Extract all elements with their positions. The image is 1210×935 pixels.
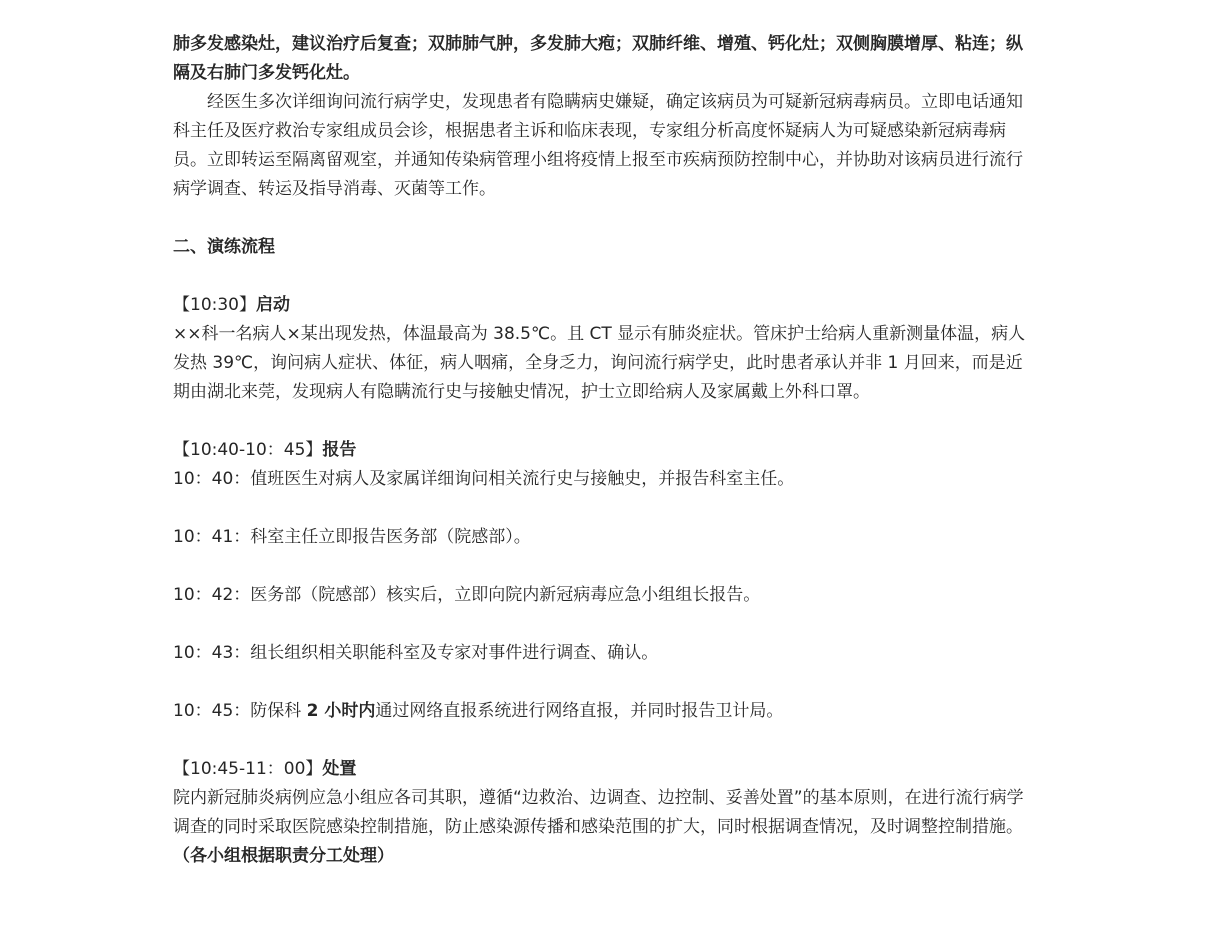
start-body: ××科一名病人×某出现发热，体温最高为 38.5℃。且 CT 显示有肺炎症状。管床护士给病人重新测量体温，病人发热 39℃，询问病人症状、体征，病人咽痛，全身乏力，询问流行病学史，此时患者承认并非 1 月回来，而是近期由湖北来莞，发现病人有隐瞒流行史与接触史情况，护士立即给病人及家属戴上外科口罩。 <box>173 324 1026 402</box>
spacer <box>173 726 1038 755</box>
handling-body <box>173 784 1038 871</box>
report-step-last-suffix: 通过网络直报系统进行网络直报，并同时报告卫计局。 <box>375 701 784 721</box>
section-heading: 二、演练流程 <box>173 237 275 257</box>
report-step: 10：40：值班医生对病人及家属详细询问相关流行史与接触史，并报告科室主任。 <box>173 469 795 489</box>
diagnosis-paragraph: 经医生多次详细询问流行病学史，发现患者有隐瞒病史嫌疑，确定该病员为可疑新冠病毒病员。立即电话通知科主任及医疗救治专家组成员会诊，根据患者主诉和临床表现，专家组分析高度怀疑病人为可疑感染新冠病毒病员。立即转运至隔离留观室，并通知传染病管理小组将疫情上报至市疾病预防控制中心，并协助对该病员进行流行病学调查、转运及指导消毒、灭菌等工作。 <box>173 92 1023 199</box>
handling-heading <box>173 755 1038 784</box>
start-time: 【10:30】 <box>173 295 256 315</box>
handling-time: 【10:45-11：00】 <box>173 759 323 779</box>
spacer <box>173 204 1038 233</box>
spacer <box>173 610 1038 639</box>
report-heading <box>173 436 1038 465</box>
report-step-last-prefix: 10：45：防保科 <box>173 701 307 721</box>
start-title: 启动 <box>256 295 290 315</box>
report-step: 10：43：组长组织相关职能科室及专家对事件进行调查、确认。 <box>173 643 659 663</box>
spacer <box>173 552 1038 581</box>
report-title: 报告 <box>322 440 357 460</box>
start-heading <box>173 291 1038 320</box>
handling-body-text: 院内新冠肺炎病例应急小组应各司其职，遵循“边救治、边调查、边控制、妥善处置”的基本原则，在进行流行病学调查的同时采取医院感染控制措施，防止感染源传播和感染范围的扩大，同时根据调查情况，及时调整控制措施。 <box>173 788 1024 837</box>
report-step-last <box>173 697 1038 726</box>
report-time: 【10:40-10：45】 <box>173 440 323 460</box>
report-step: 10：41：科室主任立即报告医务部（院感部）。 <box>173 527 531 547</box>
spacer <box>173 668 1038 697</box>
spacer <box>173 407 1038 436</box>
spacer <box>173 494 1038 523</box>
handling-body-bold: （各小组根据职责分工处理） <box>173 846 394 866</box>
report-step: 10：42：医务部（院感部）核实后，立即向院内新冠病毒应急小组组长报告。 <box>173 585 761 605</box>
handling-title: 处置 <box>322 759 357 779</box>
findings-tail-text: 肺多发感染灶，建议治疗后复查；双肺肺气肿，多发肺大疱；双肺纤维、增殖、钙化灶；双侧胸膜增厚、粘连；纵隔及右肺门多发钙化灶。 <box>173 34 1023 83</box>
report-step-last-bold: 2 小时内 <box>306 701 376 721</box>
document-page <box>173 30 1038 871</box>
spacer <box>173 262 1038 291</box>
